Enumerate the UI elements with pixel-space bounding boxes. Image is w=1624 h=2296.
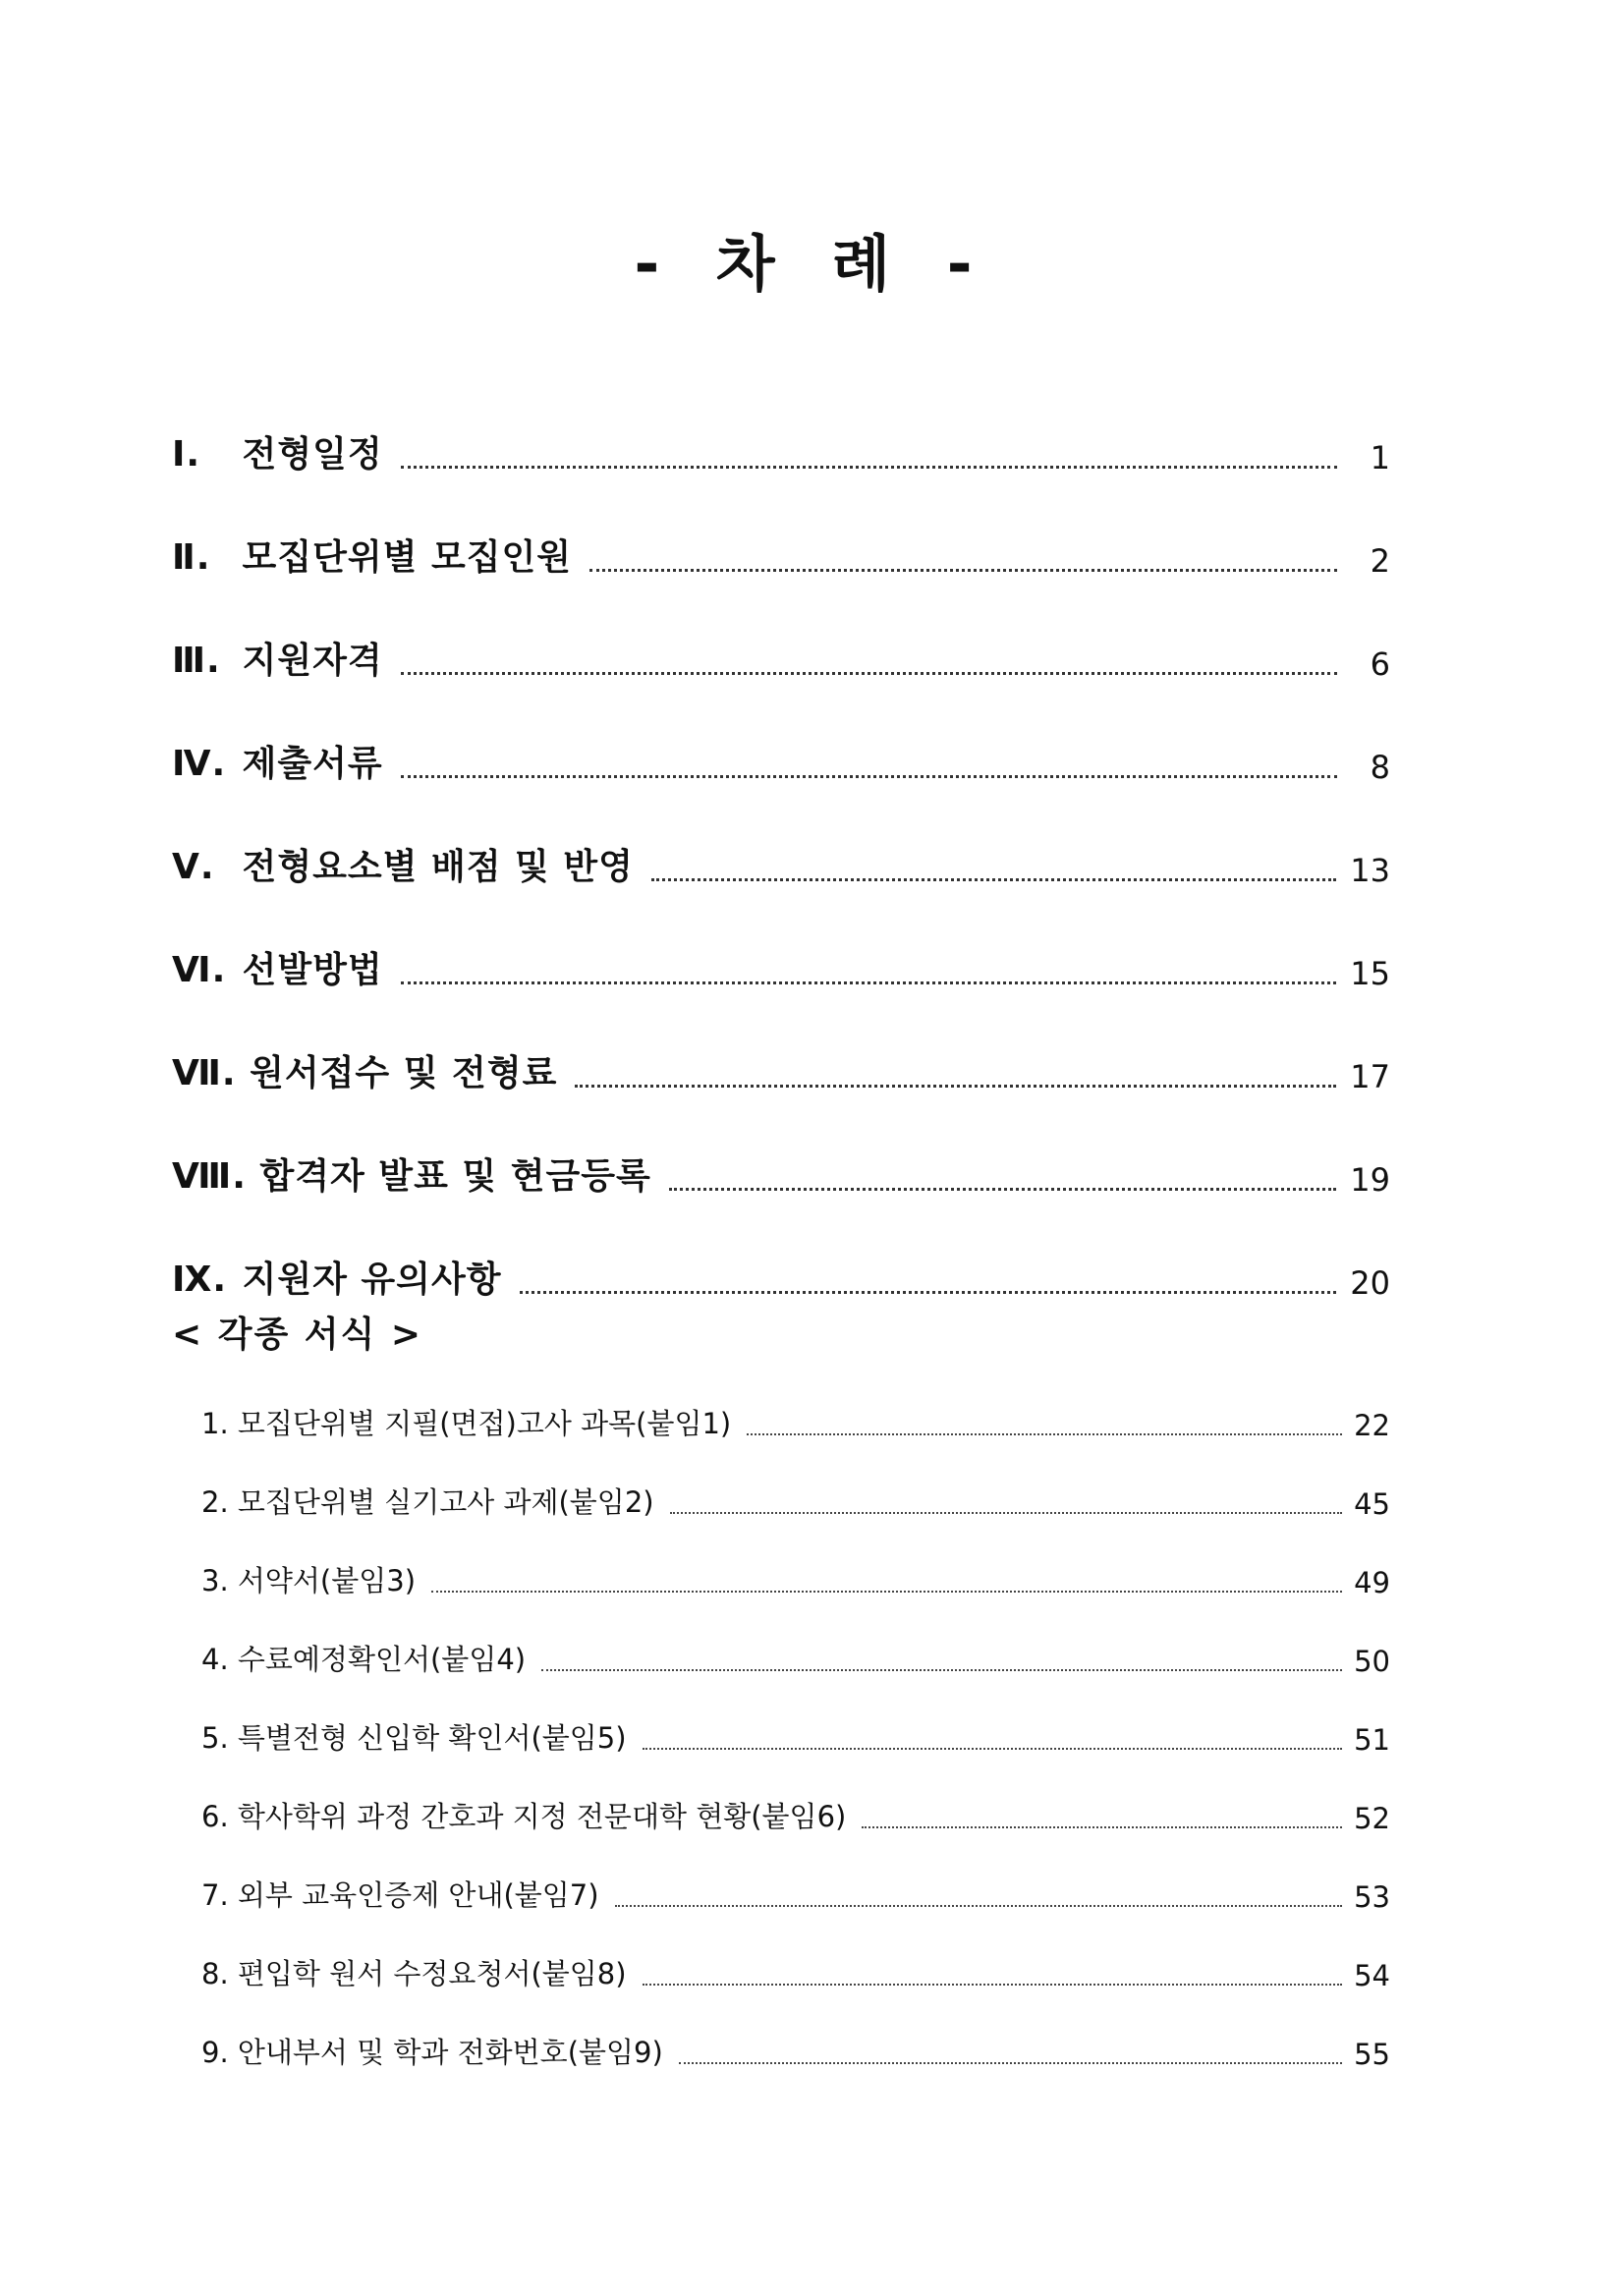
dot-leader	[401, 466, 1337, 469]
toc-entry-label	[172, 426, 383, 476]
form-entry-label	[201, 1716, 627, 1757]
dot-leader	[669, 1188, 1336, 1191]
form-entry[interactable]	[201, 1599, 1390, 1678]
form-entry-title: 외부 교육인증제 안내(붙임7)	[237, 1878, 599, 1912]
toc-entry-page: 19	[1350, 1161, 1390, 1199]
form-entry-page: 53	[1354, 1880, 1390, 1914]
toc-entry-number: Ⅴ.	[172, 847, 215, 887]
toc-entry-number: Ⅱ.	[172, 537, 211, 578]
toc-entry[interactable]	[172, 786, 1390, 889]
form-entry-number: 9.	[201, 2036, 229, 2069]
form-entry[interactable]	[201, 1521, 1390, 1599]
dot-leader	[401, 672, 1337, 675]
toc-entry[interactable]	[172, 580, 1390, 683]
toc-entry-page: 2	[1370, 542, 1390, 580]
toc-entry[interactable]	[172, 1095, 1390, 1199]
toc-entry-title: 지원자 유의사항	[242, 1260, 502, 1300]
dot-leader	[862, 1826, 1342, 1828]
toc-entry-title: 모집단위별 모집인원	[242, 537, 573, 578]
dot-leader	[643, 1748, 1343, 1750]
page-title: - 차 례 -	[634, 228, 990, 300]
form-entry-label	[201, 1795, 846, 1835]
toc-entry-number: Ⅷ.	[172, 1156, 247, 1197]
form-entry-label	[201, 1952, 627, 1992]
form-entry-page: 51	[1354, 1723, 1390, 1757]
form-entry-title: 편입학 원서 수정요청서(붙임8)	[237, 1957, 627, 1990]
toc-entry-page: 1	[1370, 439, 1390, 476]
form-entry-label	[201, 1402, 731, 1442]
forms-toc	[201, 1364, 1390, 2071]
forms-section-heading: < 각종 서식 >	[172, 1315, 423, 1355]
dot-leader	[670, 1512, 1343, 1514]
form-entry-number: 1.	[201, 1407, 229, 1440]
form-entry[interactable]	[201, 1835, 1390, 1914]
dot-leader	[643, 1984, 1343, 1986]
dot-leader	[651, 878, 1336, 881]
dot-leader	[615, 1905, 1343, 1907]
dot-leader	[541, 1669, 1342, 1671]
dot-leader	[431, 1591, 1342, 1593]
form-entry[interactable]	[201, 1914, 1390, 1992]
form-entry-label	[201, 1874, 599, 1914]
form-entry-title: 특별전형 신입학 확인서(붙임5)	[237, 1721, 627, 1755]
toc-entry[interactable]	[172, 889, 1390, 992]
toc-entry-title: 제출서류	[242, 744, 383, 784]
toc-entry-title: 합격자 발표 및 현금등록	[259, 1156, 651, 1197]
form-entry-number: 5.	[201, 1721, 229, 1755]
dot-leader	[589, 569, 1337, 572]
toc-entry-page: 15	[1350, 955, 1390, 992]
form-entry-page: 54	[1354, 1959, 1390, 1992]
form-entry-title: 모집단위별 실기고사 과제(붙임2)	[237, 1485, 654, 1519]
toc-entry-title: 전형요소별 배점 및 반영	[242, 847, 634, 887]
toc-entry-number: Ⅸ.	[172, 1260, 228, 1300]
toc-entry-page: 8	[1370, 749, 1390, 786]
form-entry-page: 45	[1354, 1487, 1390, 1521]
form-entry-number: 8.	[201, 1957, 229, 1990]
form-entry-label	[201, 1638, 526, 1678]
toc-entry-number: Ⅶ.	[172, 1053, 237, 1093]
toc-entry-title: 지원자격	[242, 641, 383, 681]
form-entry-page: 52	[1354, 1802, 1390, 1835]
form-entry-label	[201, 1559, 416, 1599]
toc-entry-label	[172, 1148, 651, 1199]
toc-entry[interactable]	[172, 1199, 1390, 1302]
toc-entry-number: Ⅳ.	[172, 744, 227, 784]
form-entry-title: 모집단위별 지필(면접)고사 과목(붙임1)	[237, 1407, 732, 1440]
form-entry-number: 7.	[201, 1878, 229, 1912]
form-entry-title: 학사학위 과정 간호과 지정 전문대학 현황(붙임6)	[237, 1800, 847, 1833]
form-entry-title: 서약서(붙임3)	[237, 1564, 417, 1597]
form-entry-label	[201, 2031, 663, 2071]
form-entry-page: 49	[1354, 1566, 1390, 1599]
form-entry[interactable]	[201, 1364, 1390, 1442]
toc-entry-label	[172, 1252, 502, 1302]
toc-entry-number: Ⅰ.	[172, 434, 201, 475]
form-entry-title: 안내부서 및 학과 전화번호(붙임9)	[237, 2036, 663, 2069]
toc-entry-label	[172, 530, 572, 580]
toc-entry-label	[172, 736, 383, 786]
toc-entry-page: 6	[1370, 645, 1390, 683]
toc-entry-title: 원서접수 및 전형료	[250, 1053, 558, 1093]
form-entry[interactable]	[201, 1992, 1390, 2071]
toc-entry-number: Ⅵ.	[172, 950, 227, 990]
toc-entry-title: 선발방법	[242, 950, 383, 990]
form-entry[interactable]	[201, 1678, 1390, 1757]
form-entry-label	[201, 1481, 654, 1521]
dot-leader	[747, 1433, 1342, 1435]
form-entry-page: 22	[1354, 1409, 1390, 1442]
form-entry-number: 2.	[201, 1485, 229, 1519]
toc-entry-label	[172, 942, 383, 992]
form-entry-page: 50	[1354, 1645, 1390, 1678]
toc-entry-page: 17	[1350, 1058, 1390, 1095]
form-entry-number: 4.	[201, 1643, 229, 1676]
form-entry-title: 수료예정확인서(붙임4)	[237, 1643, 527, 1676]
toc-entry[interactable]	[172, 373, 1390, 476]
main-toc	[172, 373, 1390, 1302]
toc-entry[interactable]	[172, 992, 1390, 1095]
dot-leader	[520, 1291, 1337, 1294]
form-entry-number: 3.	[201, 1564, 229, 1597]
toc-entry[interactable]	[172, 476, 1390, 580]
dot-leader	[575, 1085, 1336, 1088]
dot-leader	[679, 2062, 1342, 2064]
dot-leader	[401, 981, 1337, 984]
toc-entry-page: 13	[1350, 852, 1390, 889]
toc-entry-label	[172, 839, 634, 889]
form-entry-number: 6.	[201, 1800, 229, 1833]
toc-entry-label	[172, 1045, 557, 1095]
toc-entry-page: 20	[1350, 1264, 1390, 1302]
form-entry-page: 55	[1354, 2038, 1390, 2071]
toc-entry-number: Ⅲ.	[172, 641, 221, 681]
dot-leader	[401, 775, 1337, 778]
toc-entry-title: 전형일정	[242, 434, 383, 475]
form-entry[interactable]	[201, 1442, 1390, 1521]
toc-entry-label	[172, 633, 383, 683]
toc-entry[interactable]	[172, 683, 1390, 786]
form-entry[interactable]	[201, 1757, 1390, 1835]
